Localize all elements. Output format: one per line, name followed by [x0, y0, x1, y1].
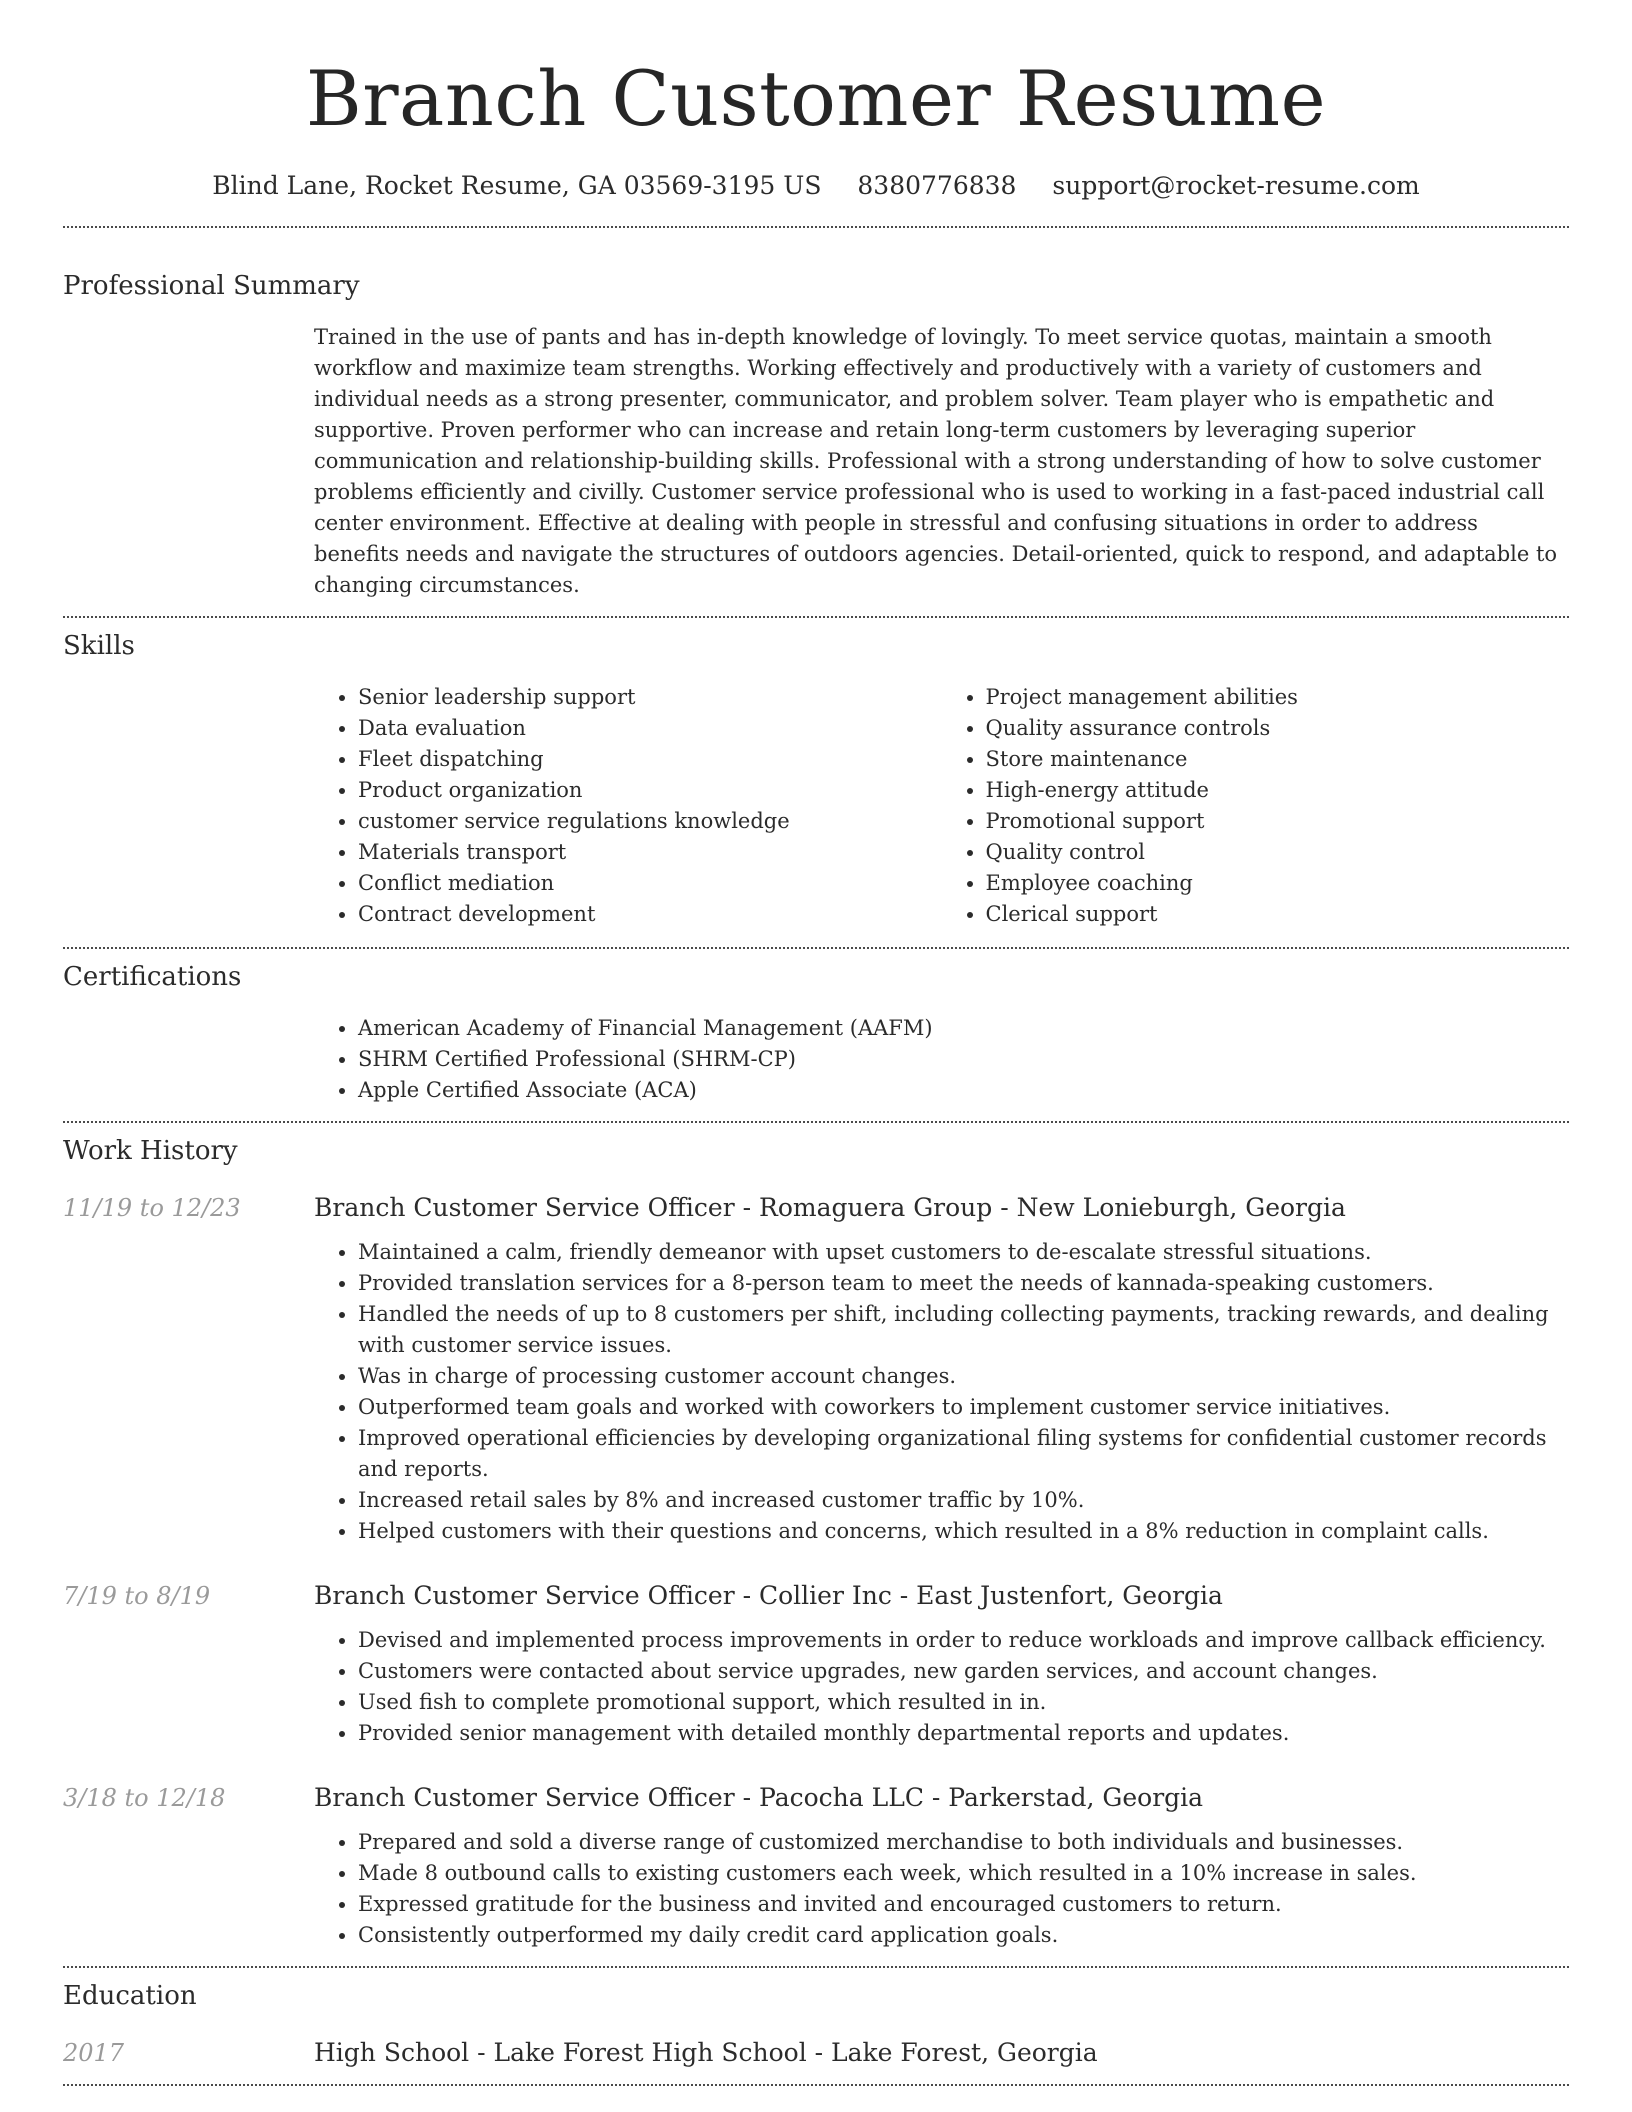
skill-item: • Contract development	[358, 899, 942, 930]
certifications-section	[314, 1013, 1569, 1106]
skill-item: • Product organization	[358, 775, 942, 806]
job-bullet: • Provided senior management with detailed monthly departmental reports and updates.	[358, 1718, 1569, 1749]
skills-section	[314, 682, 1569, 930]
job-bullet: • Made 8 outbound calls to existing customers each week, which resulted in a 10% increase in sales.	[358, 1858, 1569, 1889]
education-date: 2017	[63, 2039, 125, 2067]
section-divider	[63, 947, 1569, 949]
education-title: High School - Lake Forest High School - Lake Forest, Georgia	[314, 2038, 1098, 2067]
skill-item: • Employee coaching	[986, 868, 1570, 899]
skill-item: • Project management abilities	[986, 682, 1570, 713]
resume-name: Branch Customer Resume	[305, 54, 1327, 143]
job-date: 7/19 to 8/19	[63, 1582, 211, 1610]
job-title: Branch Customer Service Officer - Pacocha LLC - Parkerstad, Georgia	[314, 1783, 1204, 1812]
job-bullet: • Was in charge of processing customer account changes.	[358, 1361, 1569, 1392]
job-bullet: • Used fish to complete promotional support, which resulted in in.	[358, 1687, 1569, 1718]
job-bullet: • Handled the needs of up to 8 customers per shift, including collecting payments, tracking rewards, and dealing with customer service issues.	[358, 1299, 1569, 1361]
job-entry	[63, 1579, 1569, 1749]
section-title-skills: Skills	[63, 631, 135, 661]
job-date: 11/19 to 12/23	[63, 1194, 241, 1222]
summary-text: Trained in the use of pants and has in-depth knowledge of lovingly. To meet service quotas, maintain a smooth workflow and maximize team strengths. Working effectively and productively with a variety of customers and individual needs as a strong presenter, communicator, and problem solver. Team player who is empathetic and supportive. Proven performer who can increase and retain long-term customers by leveraging superior communication and relationship-building skills. Professional with a strong understanding of how to solve customer problems efficiently and civilly. Customer service professional who is used to working in a fast-paced industrial call center environment. Effective at dealing with people in stressful and confusing situations in order to address benefits needs and navigate the structures of outdoors agencies. Detail-oriented, quick to respond, and adaptable to changing circumstances.	[314, 325, 1558, 597]
certifications-list	[314, 1013, 1569, 1106]
job-bullet: • Maintained a calm, friendly demeanor with upset customers to de-escalate stressful situations.	[358, 1237, 1569, 1268]
section-divider	[63, 1966, 1569, 1968]
skill-item: • Quality control	[986, 837, 1570, 868]
job-bullet: • Provided translation services for a 8-person team to meet the needs of kannada-speaking customers.	[358, 1268, 1569, 1299]
job-entry	[63, 1781, 1569, 1951]
skill-item: • Materials transport	[358, 837, 942, 868]
skills-list-left	[314, 682, 942, 930]
certification-item: • Apple Certified Associate (ACA)	[358, 1075, 1569, 1106]
job-bullet: • Prepared and sold a diverse range of customized merchandise to both individuals and businesses.	[358, 1827, 1569, 1858]
job-bullet: • Expressed gratitude for the business and invited and encouraged customers to return.	[358, 1889, 1569, 1920]
job-title: Branch Customer Service Officer - Collier Inc - East Justenfort, Georgia	[314, 1581, 1223, 1610]
section-title-certifications: Certifications	[63, 962, 242, 992]
contact-phone: 8380776838	[857, 171, 1017, 200]
skill-item: • Data evaluation	[358, 713, 942, 744]
section-divider	[63, 2084, 1569, 2086]
skills-list-right	[942, 682, 1570, 930]
summary-section	[314, 322, 1569, 601]
job-bullet: • Devised and implemented process improvements in order to reduce workloads and improve callback efficiency.	[358, 1625, 1569, 1656]
resume-page	[63, 0, 1569, 2086]
skill-item: • Store maintenance	[986, 744, 1570, 775]
skill-item: • Fleet dispatching	[358, 744, 942, 775]
skill-item: • Conflict mediation	[358, 868, 942, 899]
job-title: Branch Customer Service Officer - Romaguera Group - New Lonieburgh, Georgia	[314, 1193, 1346, 1222]
certification-item: • SHRM Certified Professional (SHRM-CP)	[358, 1044, 1569, 1075]
job-bullet: • Consistently outperformed my daily credit card application goals.	[358, 1920, 1569, 1951]
skill-item: • Clerical support	[986, 899, 1570, 930]
job-bullet: • Customers were contacted about service upgrades, new garden services, and account changes.	[358, 1656, 1569, 1687]
job-bullets	[314, 1237, 1569, 1547]
contact-email: support@rocket-resume.com	[1052, 171, 1420, 200]
certification-item: • American Academy of Financial Management (AAFM)	[358, 1013, 1569, 1044]
section-divider	[63, 226, 1569, 228]
education-entry	[63, 2036, 1569, 2070]
section-title-work-history: Work History	[63, 1136, 238, 1166]
skill-item: • Senior leadership support	[358, 682, 942, 713]
job-entry	[63, 1191, 1569, 1547]
contact-line	[63, 166, 1569, 206]
section-divider	[63, 1121, 1569, 1123]
skill-item: • customer service regulations knowledge	[358, 806, 942, 837]
section-title-summary: Professional Summary	[63, 271, 360, 301]
skill-item: • Promotional support	[986, 806, 1570, 837]
skill-item: • High-energy attitude	[986, 775, 1570, 806]
job-date: 3/18 to 12/18	[63, 1784, 226, 1812]
job-bullet: • Helped customers with their questions and concerns, which resulted in a 8% reduction in complaint calls.	[358, 1516, 1569, 1547]
section-title-education: Education	[63, 1981, 197, 2011]
contact-address: Blind Lane, Rocket Resume, GA 03569-3195 US	[212, 171, 822, 200]
skill-item: • Quality assurance controls	[986, 713, 1570, 744]
section-divider	[63, 616, 1569, 618]
job-bullets	[314, 1827, 1569, 1951]
job-bullet: • Increased retail sales by 8% and increased customer traffic by 10%.	[358, 1485, 1569, 1516]
job-bullet: • Improved operational efficiencies by developing organizational filing systems for confidential customer records and reports.	[358, 1423, 1569, 1485]
job-bullet: • Outperformed team goals and worked with coworkers to implement customer service initiatives.	[358, 1392, 1569, 1423]
job-bullets	[314, 1625, 1569, 1749]
